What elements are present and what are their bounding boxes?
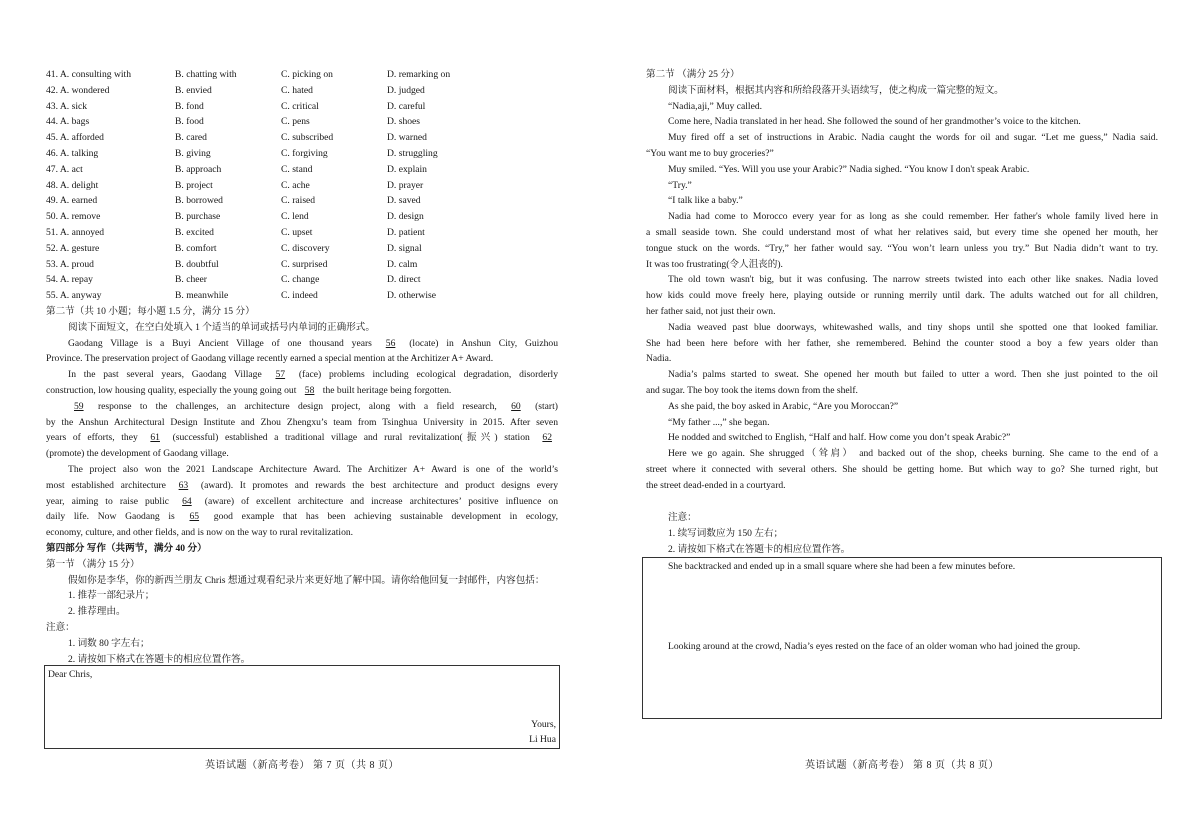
- story-line: Muy smiled. “Yes. Will you use your Arabic?” Nadia sighed. “You know I don't speak Arabic.: [668, 163, 1030, 175]
- passage-line: years of efforts, they 61 (successful) established a traditional village and rural revitalization(振兴) station 62: [46, 430, 558, 446]
- section-heading: 第二节 （满分 25 分）: [646, 69, 740, 80]
- story-line: Nadia had come to Morocco every year for as long as she could remember. Her father's whole family lived here in: [668, 211, 1158, 223]
- story-line: “Nadia,aji,” Muy called.: [668, 100, 763, 112]
- option-row: 51. A. annoyed B. excited C. upset D. patient: [46, 226, 425, 238]
- passage-line: (promote) the development of Gaodang village.: [46, 448, 229, 460]
- option-row: 42. A. wondered B. envied C. hated D. judged: [46, 84, 425, 96]
- story-line: Here we go again. She shrugged（耸肩） and backed out of the shop, cheeks burning. She came to the end of a: [668, 448, 1158, 460]
- blank-61[interactable]: 61: [150, 432, 160, 444]
- story-line: Nadia’s palms started to sweat. She opened her mouth but failed to utter a word. Then she just pointed to the oil: [668, 369, 1158, 381]
- blank-65[interactable]: 65: [189, 511, 200, 523]
- blank-56[interactable]: 56: [385, 337, 396, 349]
- story-line: Nadia.: [646, 353, 672, 365]
- notes-label: 注意：: [46, 621, 75, 633]
- exam-page-8: [646, 0, 1158, 821]
- passage-line: economy, culture, and other fields, and is now on the way to rural revitalization.: [46, 527, 354, 539]
- paragraph-starter-1: She backtracked and ended up in a small square where she had been a few minutes before.: [668, 561, 1016, 572]
- story-line: As she paid, the boy asked in Arabic, “Are you Moroccan?”: [668, 400, 899, 412]
- passage-line: construction, low housing quality, especially the young going out 58 the built heritage being forgotten.: [46, 383, 558, 399]
- passage-line: Gaodang Village is a Buyi Ancient Village of one thousand years 56 (locate) in Anshun City, Guizhou: [46, 336, 558, 352]
- section-instruction: 阅读下面短文，在空白处填入 1 个适当的单词或括号内单词的正确形式。: [68, 321, 375, 333]
- letter-closing: Yours,: [531, 719, 556, 730]
- option-row: 45. A. afforded B. cared C. subscribed D. warned: [46, 132, 427, 144]
- story-line: “You want me to buy groceries?”: [646, 147, 774, 159]
- passage-line: year, aiming to raise public 64 (aware) of excellent architecture and increase architectures’ positive influence on: [46, 494, 558, 510]
- section-1-heading: 第一节 （满分 15 分）: [46, 558, 140, 570]
- continuation-writing-section: [646, 67, 1158, 494]
- option-row: 55. A. anyway B. meanwhile C. indeed D. otherwise: [46, 290, 437, 302]
- story-line: “I talk like a baby.”: [668, 195, 743, 207]
- story-line: street where it connected with several others. She should be getting home. But which way to go? She turned right, but: [646, 463, 1158, 475]
- story-line: how kids could move freely here, playing outside or running merrily until dark. The adults watched out for all children,: [646, 290, 1158, 302]
- blank-64[interactable]: 64: [182, 495, 192, 507]
- option-row: 50. A. remove B. purchase C. lend D. design: [46, 211, 424, 223]
- note-item: 1. 词数 80 字左右；: [68, 637, 150, 649]
- story-line: The old town wasn't big, but it was confusing. The narrow streets twisted into each other like snakes. Nadia loved: [668, 274, 1158, 286]
- prompt-item: 2. 推荐理由。: [68, 606, 126, 618]
- section-heading: 第二节（共 10 小题；每小题 1.5 分，满分 15 分）: [46, 306, 255, 317]
- story-line: Come here, Nadia translated in her head. She followed the sound of her grandmother’s voice to the kitchen.: [668, 116, 1081, 128]
- option-row: 47. A. act B. approach C. stand D. explain: [46, 163, 427, 175]
- passage-line: The project also won the 2021 Landscape Architecture Award. The Architizer A+ Award is one of the world’s: [68, 463, 558, 475]
- story-line: Nadia weaved past blue doorways, whitewashed walls, and tiny shops until she spotted one that looked familiar.: [668, 321, 1158, 333]
- option-row: 54. A. repay B. cheer C. change D. direct: [46, 274, 421, 286]
- option-row: 41. A. consulting with B. chatting with C. picking on D. remarking on: [46, 69, 451, 80]
- page-footer: 英语试题（新高考卷） 第 8 页（共 8 页）: [805, 760, 999, 771]
- blank-57[interactable]: 57: [275, 369, 286, 381]
- note-item: 2. 请按如下格式在答题卡的相应位置作答。: [668, 543, 851, 555]
- continuation-answer-box[interactable]: [642, 557, 1162, 719]
- story-line: Muy fired off a set of instructions in Arabic. Nadia caught the words for oil and sugar. “Let me guess,” Nadia said.: [668, 132, 1158, 144]
- story-line: “Try.”: [668, 179, 692, 191]
- option-row: 53. A. proud B. doubtful C. surprised D. calm: [46, 258, 418, 270]
- passage-line: Province. The preservation project of Gaodang village recently earned a special mention at the Architizer A+ Award.: [46, 353, 494, 365]
- section-instruction: 阅读下面材料，根据其内容和所给段落开头语续写，使之构成一篇完整的短文。: [668, 84, 1004, 96]
- passage-line: In the past several years, Gaodang Village 57 (face) problems including ecological degradation, disorderly: [46, 367, 558, 383]
- blank-59[interactable]: 59: [74, 400, 84, 412]
- story-line: He nodded and switched to English, “Half and half. How come you don’t speak Arabic?”: [668, 432, 1011, 444]
- story-line: her father said, not just their own.: [646, 305, 776, 317]
- page-footer: 英语试题（新高考卷） 第 7 页（共 8 页）: [205, 760, 399, 771]
- story-line: tongue stuck on the words. “Try,” her father would say. “You won’t learn unless you try.” But Nadia didn’t want to try.: [646, 242, 1158, 254]
- option-row: 52. A. gesture B. comfort C. discovery D. signal: [46, 242, 422, 254]
- option-row: 46. A. talking B. giving C. forgiving D. struggling: [46, 147, 438, 159]
- blank-62[interactable]: 62: [542, 432, 552, 444]
- exam-page-7: [46, 0, 558, 821]
- part-4-heading: 第四部分 写作（共两节，满分 40 分）: [46, 542, 207, 554]
- letter-answer-box[interactable]: [44, 665, 560, 749]
- passage-line: by the Anshun Architectural Design Institute and Zhou Zhengxu’s team from Tsinghua University in 2015. After seven: [46, 416, 558, 428]
- passage-line: daily life. Now Gaodang is 65 good example that has been achieving sustainable development in ecology,: [46, 509, 558, 525]
- story-line: a small seaside town. She could understand most of what her relatives said, but every time she opened her mouth, her: [646, 226, 1158, 238]
- prompt-item: 1. 推荐一部纪录片；: [68, 590, 155, 602]
- blank-60[interactable]: 60: [511, 400, 521, 412]
- paragraph-starter-2: Looking around at the crowd, Nadia’s eyes rested on the face of an older woman who had joined the group.: [668, 641, 1081, 652]
- answer-options-table: [46, 67, 507, 304]
- passage-line: 59 response to the challenges, an architecture design project, along with a field research, 60 (start): [46, 399, 558, 415]
- continuation-notes: [646, 510, 1158, 557]
- story-line: and sugar. The boy took the items down from the shelf.: [646, 384, 858, 396]
- blank-63[interactable]: 63: [178, 479, 189, 491]
- story-line: It was too frustrating(令人沮丧的).: [646, 258, 783, 270]
- option-row: 48. A. delight B. project C. ache D. prayer: [46, 179, 424, 191]
- option-row: 49. A. earned B. borrowed C. raised D. saved: [46, 195, 421, 207]
- section-2-fill-blanks: [46, 304, 558, 667]
- story-line: “My father ...,” she began.: [668, 416, 770, 428]
- story-line: the street dead-ended in a courtyard.: [646, 479, 786, 491]
- option-row: 43. A. sick B. fond C. critical D. careful: [46, 100, 426, 112]
- letter-signature: Li Hua: [529, 734, 556, 745]
- notes-label: 注意：: [668, 512, 697, 523]
- writing-prompt: 假如你是李华，你的新西兰朋友 Chris 想通过观看纪录片来更好地了解中国。请你给他回复一封邮件，内容包括：: [68, 574, 545, 586]
- option-row: 44. A. bags B. food C. pens D. shoes: [46, 116, 421, 128]
- story-line: She had been here before with her father, she remembered. Behind the counter stood a boy a few years older than: [646, 337, 1158, 349]
- note-item: 1. 续写词数应为 150 左右；: [668, 527, 784, 539]
- passage-line: most established architecture 63 (award). It promotes and rewards the best architecture and product designs every: [46, 478, 558, 494]
- note-item: 2. 请按如下格式在答题卡的相应位置作答。: [68, 653, 251, 665]
- letter-greeting: Dear Chris,: [48, 669, 93, 680]
- blank-58[interactable]: 58: [304, 384, 315, 396]
